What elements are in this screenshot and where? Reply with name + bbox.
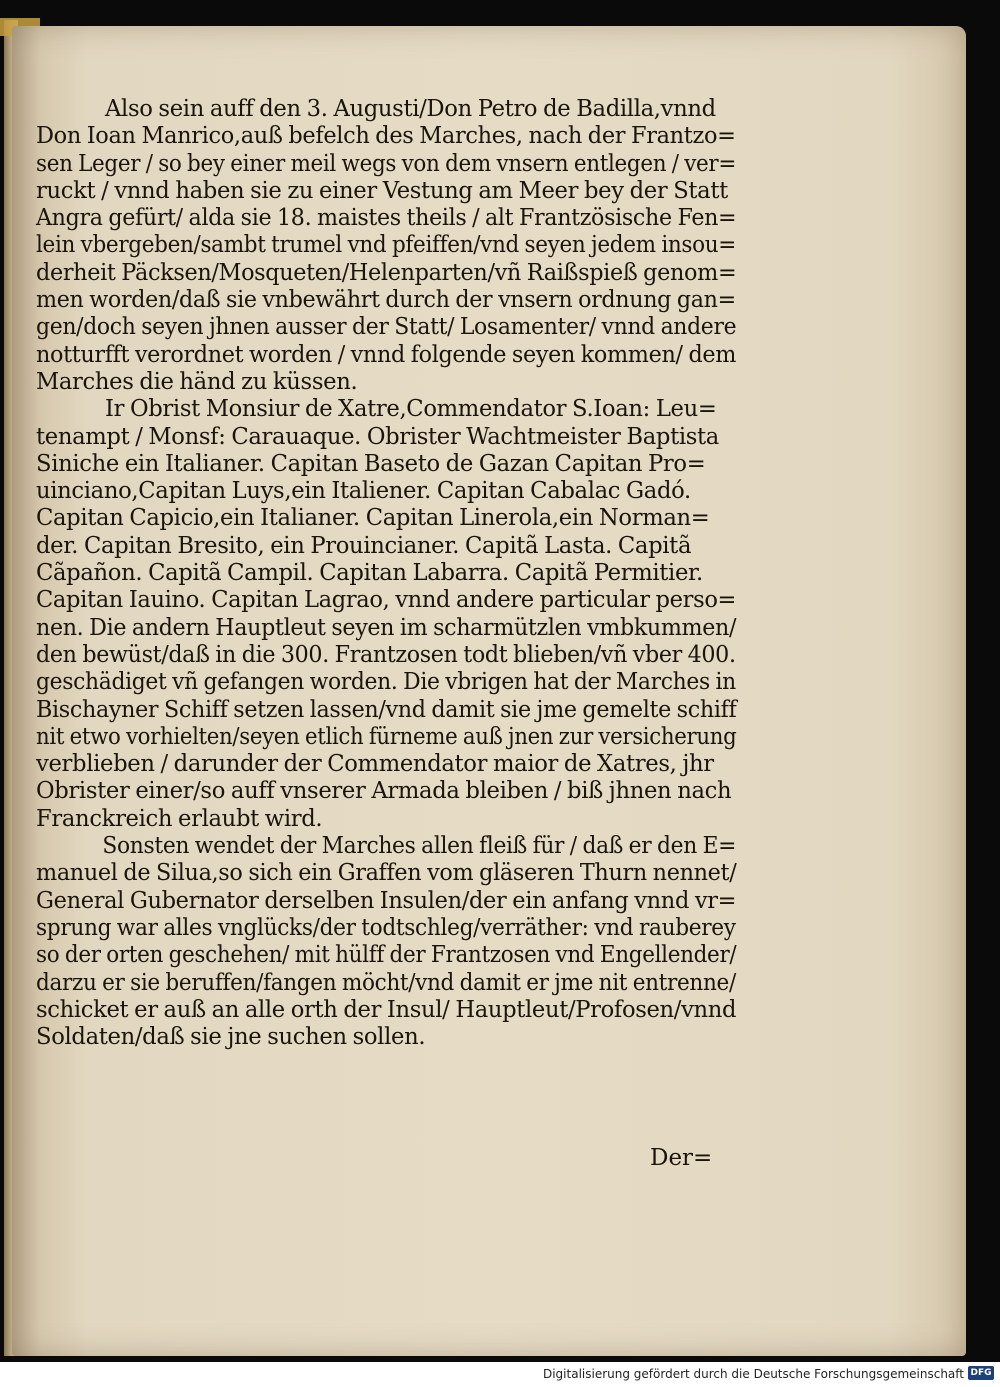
text-line: ruckt / vnnd haben sie zu einer Vestung am Meer bey der Statt bbox=[36, 177, 728, 204]
text-line: darzu er sie beruffen/fangen möcht/vnd damit er jme nit entrenne/ bbox=[36, 969, 736, 996]
text-line: lein vbergeben/sambt trumel vnd pfeiffen/vnd seyen jedem insou= bbox=[36, 232, 737, 259]
text-line: tenampt / Monsf: Carauaque. Obrister Wachtmeister Baptista bbox=[36, 423, 719, 450]
paragraph bbox=[36, 396, 746, 833]
text-line: men worden/daß sie vnbewährt durch der vnsern ordnung gan= bbox=[36, 287, 736, 314]
text-line: sen Leger / so bey einer meil wegs von dem vnsern entlegen / ver= bbox=[36, 150, 737, 177]
text-line: Soldaten/daß sie jne suchen sollen. bbox=[36, 1024, 426, 1051]
text-line: manuel de Silua,so sich ein Graffen vom gläseren Thurn nennet/ bbox=[36, 860, 737, 887]
text-line: nit etwo vorhielten/seyen etlich fürneme auß jnen zur versicherung bbox=[36, 723, 737, 750]
text-line: Sonsten wendet der Marches allen fleiß für / daß er den E= bbox=[102, 833, 737, 860]
text-line: der. Capitan Bresito, ein Prouincianer. Capitã Lasta. Capitã bbox=[36, 532, 692, 559]
text-line: Cãpañon. Capitã Campil. Capitan Labarra. Capitã Permitier. bbox=[36, 560, 703, 587]
text-line: Obrister einer/so auff vnserer Armada bleiben / biß jhnen nach bbox=[36, 778, 732, 805]
text-line: Capitan Capicio,ein Italianer. Capitan Linerola,ein Norman= bbox=[36, 505, 710, 532]
text-line: schicket er auß an alle orth der Insul/ Hauptleut/Profosen/vnnd bbox=[36, 996, 737, 1023]
text-line: Angra gefürt/ alda sie 18. maistes theils / alt Frantzösische Fen= bbox=[36, 205, 737, 232]
text-line: notturfft verordnet worden / vnnd folgende seyen kommen/ dem bbox=[36, 341, 737, 368]
text-line: verblieben / darunder der Commendator maior de Xatres, jhr bbox=[36, 751, 714, 778]
text-line: Marches die händ zu küssen. bbox=[36, 368, 358, 395]
text-line: Siniche ein Italianer. Capitan Baseto de Gazan Capitan Pro= bbox=[36, 450, 706, 477]
text-line: nen. Die andern Hauptleut seyen im scharmützlen vmbkummen/ bbox=[36, 614, 737, 641]
text-line: gen/doch seyen jhnen ausser der Statt/ Losamenter/ vnnd andere bbox=[36, 314, 737, 341]
text-line: Capitan Iauino. Capitan Lagrao, vnnd andere particular perso= bbox=[36, 587, 737, 614]
paragraph bbox=[36, 833, 746, 1051]
text-line: Also sein auff den 3. Augusti/Don Petro de Badilla,vnnd bbox=[105, 96, 716, 122]
text-line: Franckreich erlaubt wird. bbox=[36, 805, 323, 832]
text-line: sprung war alles vnglücks/der todtschleg/verräther: vnd rauberey bbox=[36, 914, 736, 941]
text-line: Bischayner Schiff setzen lassen/vnd damit sie jme gemelte schiff bbox=[36, 696, 737, 723]
dfg-logo-icon: DFG bbox=[968, 1366, 994, 1380]
text-line: so der orten geschehen/ mit hülff der Frantzosen vnd Engellender/ bbox=[36, 942, 737, 969]
footer-credit: Digitalisierung gefördert durch die Deutsche Forschungsgemeinschaft bbox=[542, 1367, 964, 1381]
text-line: General Gubernator derselben Insulen/der ein anfang vnnd vr= bbox=[36, 887, 737, 914]
text-line: uinciano,Capitan Luys,ein Italiener. Capitan Cabalac Gadó. bbox=[36, 478, 691, 505]
text-line: Ir Obrist Monsiur de Xatre,Commendator S.Ioan: Leu= bbox=[105, 396, 717, 423]
text-line: derheit Päcksen/Mosqueten/Helenparten/vñ Raißspieß genom= bbox=[36, 259, 737, 286]
paragraph bbox=[36, 96, 746, 396]
text-line: geschädiget vñ gefangen worden. Die vbrigen hat der Marches in bbox=[36, 669, 736, 696]
page-text-block bbox=[36, 96, 746, 1051]
text-line: Don Ioan Manrico,auß befelch des Marches, nach der Frantzo= bbox=[36, 123, 736, 150]
text-line: den bewüst/daß in die 300. Frantzosen todt blieben/vñ vber 400. bbox=[36, 641, 736, 668]
catchword: Der= bbox=[650, 1145, 713, 1171]
